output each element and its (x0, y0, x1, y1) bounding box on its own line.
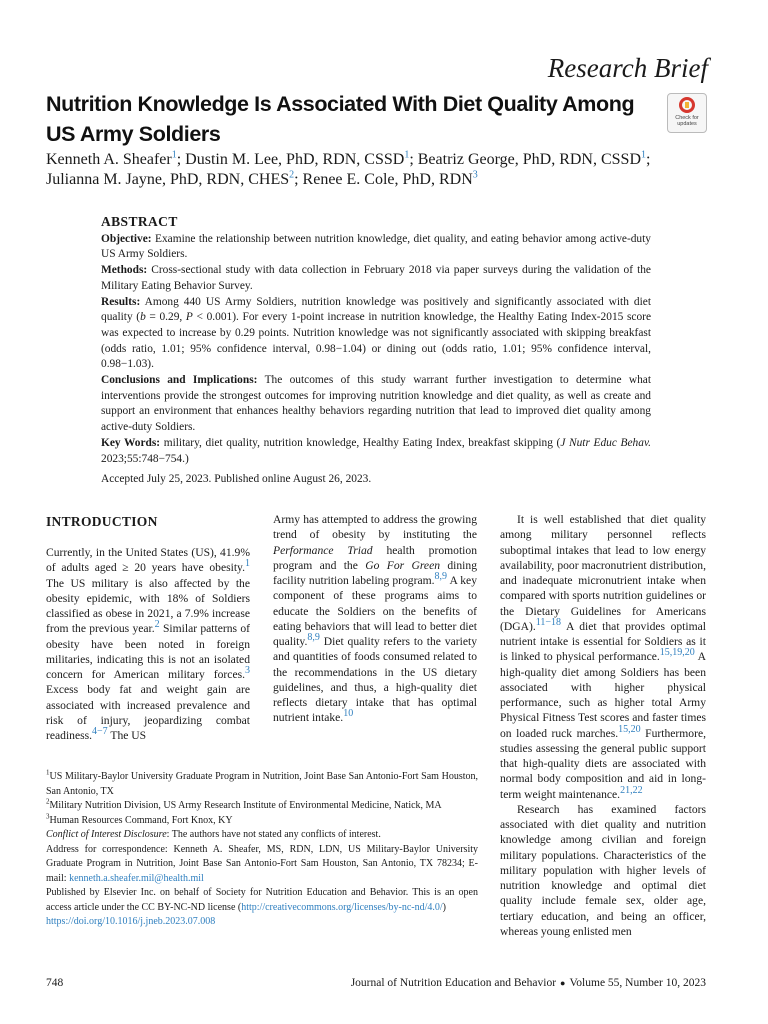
license-statement: Published by Elsevier Inc. on behalf of Society for Nutrition Education and Behavior. This is an open access article under the CC BY-NC-ND license (http://creativecommons.org/licenses/by-nc-nd/4.0/) (46, 887, 478, 913)
reference-link[interactable]: 11−18 (535, 616, 562, 628)
reference-link[interactable]: 21,22 (620, 784, 643, 796)
check-for-updates-badge[interactable] (667, 93, 707, 133)
affiliation-ref[interactable]: 1 (641, 149, 647, 161)
text-column-1 (46, 512, 250, 743)
page-number: 748 (46, 977, 64, 989)
conflict-disclosure: Conflict of Interest Disclosure: The authors have not stated any conflicts of interest. (46, 829, 381, 840)
author-list: Kenneth A. Sheafer$^1$; Dustin M. Lee, PhD, RDN, CSSD$^1$; Beatriz George, PhD, RDN, CSSD$^1$; Julianna M. Jayne, PhD, RDN, CHES$^2$; Renee E. Cole, PhD, RDN$^3$ (46, 149, 651, 188)
affiliation-ref[interactable]: 2 (289, 169, 295, 181)
reference-link[interactable]: 1 (245, 558, 250, 570)
affiliation-ref[interactable]: 3 (472, 169, 478, 181)
author-name: Julianna M. Jayne, PhD, RDN, CHES (46, 171, 290, 188)
abstract-results: Results: Among 440 US Army Soldiers, nutrition knowledge was positively and significantly associated with diet quality (b = 0.29, P < 0.001). For every 1-point increase in nutrition knowledge, the Healthy Eating Index-2015 score was expected to increase by 0.29 points. Nutrition knowledge was not significantly associated with skipping breakfast (odds ratio, 1.01; 95% confidence interval, 0.98−1.04) or dining out (odds ratio, 1.01; 95% confidence interval, 0.98−1.03). (101, 295, 652, 371)
abstract-keywords: Key Words: military, diet quality, nutrition knowledge, Healthy Eating Index, breakfast skipping (J Nutr Educ Behav. 2023;55:748−754.) (101, 436, 651, 465)
text-column-3 (500, 512, 706, 939)
reference-link[interactable]: 4−7 (92, 726, 108, 738)
article-title: Nutrition Knowledge Is Associated With Diet Quality Among US Army Soldiers (46, 92, 635, 146)
abstract-heading: ABSTRACT (101, 214, 178, 229)
paragraph: Research has examined factors associated with diet quality and nutrition knowledge among civilian and foreign military populations. Characteristics of the military population with higher levels of nutrition knowledge and optimal diet quality include female sex, older age, tertiary education, and being an officer, whereas young enlisted men (500, 802, 706, 938)
affiliation-ref[interactable]: 1 (404, 149, 410, 161)
reference-link[interactable]: 8,9 (307, 632, 320, 644)
abstract-methods: Methods: Cross-sectional study with data collection in February 2018 via paper surveys during the validation of the Military Eating Behavior Survey. (101, 264, 651, 292)
reference-link[interactable]: 3 (245, 665, 250, 677)
crossmark-icon (679, 97, 695, 113)
reference-link[interactable]: 15,19,20 (659, 647, 695, 659)
reference-link[interactable]: 2 (154, 619, 160, 631)
badge-text: Check for updates (675, 115, 699, 127)
email-link[interactable]: kenneth.a.sheafer.mil@health.mil (69, 872, 204, 884)
paragraph: Currently, in the United States (US), 41.9% of adults aged ≥ 20 years have obesity.$^1$ The US military is also affected by the obesity epidemic, with 18% of Soldiers classified as obese in 2021, a 7.9% increase from the previous year.$^2$ Similar patterns of obesity have been noted in foreign militaries, indicating this is not an isolated concern for American military forces.$^3$ Excess body fat and weight gain are associated with increased prevalence and risk of injury, jeopardizing combat readiness.$^{4-7}$ The US (46, 546, 250, 742)
page-footer (46, 974, 706, 992)
paragraph: It is well established that diet quality among military personnel reflects suboptimal intakes that lead to low energy availability, poor macronutrient distribution, and inadequate micronutrient intake when compared with sports nutrition guidelines or the Dietary Guidelines for Americans (DGA).$^{11-18}$ A diet that provides optimal nutrient intake is essential for Soldiers as it is linked to physical performance.$^{15,19,20}$ A high-quality diet among Soldiers has been associated with higher physical performance, such as higher total Army Physical Fitness Test scores and faster times on loaded ruck marches.$^{15,20}$ Furthermore, studies assessing the general public support that high-quality diets are associated with normal body composition and aid in long-term weight maintenance.$^{21,22}$ (500, 513, 706, 801)
journal-citation: Journal of Nutrition Education and Behavior ● Volume 55, Number 10, 2023 (350, 977, 706, 989)
affiliation-footnote: $^2$Military Nutrition Division, US Army Research Institute of Environmental Medicine, Natick, MA (46, 797, 442, 811)
abstract-objective: Objective: Examine the relationship between nutrition knowledge, diet quality, and eating behavior among active-duty US Army Soldiers. (101, 232, 651, 261)
section-heading-introduction: INTRODUCTION (46, 514, 158, 529)
text-column-2 (273, 512, 477, 726)
footnotes (46, 770, 478, 930)
author-name: ; Renee E. Cole, PhD, RDN (294, 171, 473, 188)
reference-link[interactable]: 8,9 (434, 571, 448, 583)
reference-link[interactable]: 10 (343, 708, 354, 720)
affiliation-footnote: $^1$US Military-Baylor University Graduate Program in Nutrition, Joint Base San Antonio-Fort Sam Houston, San Antonio, TX (46, 768, 478, 797)
affiliation-footnote: $^3$Human Resources Command, Fort Knox, KY (46, 812, 233, 826)
reference-link[interactable]: 15,20 (618, 723, 641, 735)
doi-link[interactable]: https://doi.org/10.1016/j.jneb.2023.07.008 (46, 916, 216, 927)
section-label: Research Brief (547, 53, 708, 83)
affiliation-ref[interactable]: 1 (171, 149, 177, 161)
abstract-conclusions: Conclusions and Implications: The outcomes of this study warrant further investigation to determine what interventions provide the strongest outcomes for improving nutrition knowledge and diet quality, as well as create and support an environment that enhances healthy behaviors regarding nutrition that lead to improved diet quality among active-duty Soldiers. (101, 374, 652, 434)
accepted-date: Accepted July 25, 2023. Published online August 26, 2023. (101, 473, 372, 486)
author-name: ; Dustin M. Lee, PhD, RDN, CSSD (176, 151, 405, 168)
correspondence-address: Address for correspondence: Kenneth A. Sheafer, MS, RDN, LDN, US Military-Baylor University Graduate Program in Nutrition, Joint Base San Antonio-Fort Sam Houston, San Antonio, TX 78234; E-mail: kenneth.a.sheafer.mil@health.mil (46, 843, 478, 884)
paragraph: Army has attempted to address the growing trend of obesity by instituting the Performance Triad health promotion program and the Go For Green dining facility nutrition labeling program.$^{8,9}$ A key component of these programs aims to educate the Soldiers on the benefits of eating behaviors that will lead to better diet quality.$^{8,9}$ Diet quality refers to the variety and quantities of foods consumed related to the recommendations in the US dietary guidelines, and thus, a high-quality diet reflects dietary intake that has optimal nutrient intake.$^{10}$ (273, 513, 477, 725)
license-link[interactable]: http://creativecommons.org/licenses/by-nc-nd/4.0/ (241, 901, 443, 913)
author-name: Kenneth A. Sheafer (46, 151, 172, 168)
author-name: ; Beatriz George, PhD, RDN, CSSD (409, 151, 642, 168)
bullet-separator: ● (560, 978, 566, 989)
abstract (101, 214, 651, 488)
